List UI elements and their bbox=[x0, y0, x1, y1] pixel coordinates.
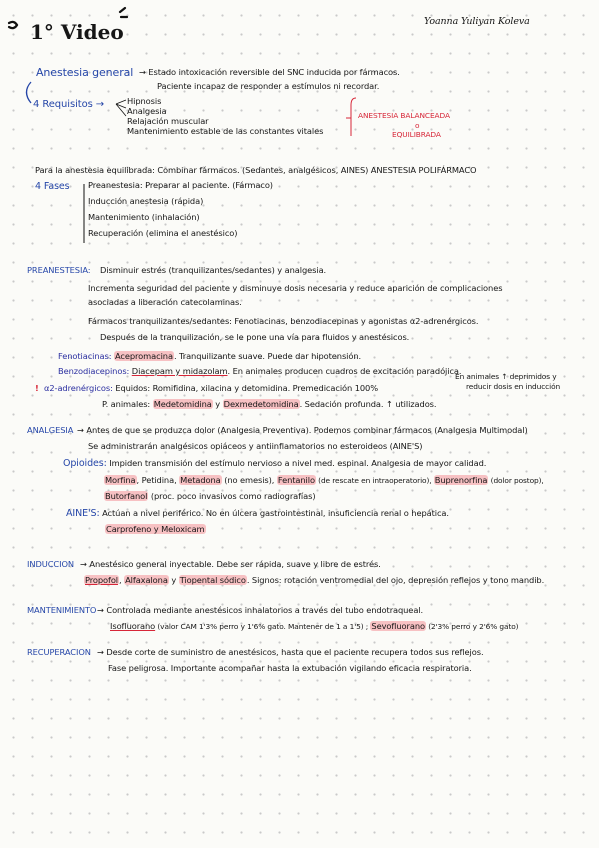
anestesia-def-1: → Estado intoxicación reversible del SNC inducida por fármacos. bbox=[139, 67, 400, 77]
induccion-drugs-line: Propofol, Alfaxalona y Tiopental sódico. Signos: rotación ventromedial del ojo, depresión reflejos y tono mandib. bbox=[85, 575, 545, 585]
tiopental-sodico: Tiopental sódico bbox=[179, 575, 246, 585]
mantenimiento-drugs-line bbox=[110, 621, 518, 632]
analgesia-line: → Antes de que se produzca dolor (Analgesia Preventiva). Podemos combinar fármacos (Analgesia Multimodal) bbox=[77, 425, 528, 435]
fenotiacinas-label: Fenotiacinas: bbox=[58, 351, 112, 361]
opioides-list bbox=[104, 475, 544, 486]
requisito-item: Mantenimiento estable de las constantes vitales bbox=[127, 126, 324, 136]
analgesia-heading: ANALGESIA bbox=[27, 425, 74, 435]
butorfanol-line bbox=[104, 491, 316, 502]
anestesia-balanceada-label: ANESTESIA BALANCEADA bbox=[358, 111, 450, 120]
pequenos-animales-line bbox=[102, 399, 436, 410]
fase-item: Inducción anestesia (rápida) bbox=[88, 196, 204, 206]
requisitos-label: 4 Requisitos → bbox=[33, 99, 105, 110]
isofluorano-text: (valor CAM 1'3% perro y 1'6% gato. Mantener de 1 a 1'5) ; bbox=[155, 622, 371, 631]
benzodiacepinas-label: Benzodiacepinos: bbox=[58, 366, 130, 376]
benzo-note: En animales ↑ deprimidos y bbox=[455, 372, 557, 381]
anestesia-heading: Anestesia general bbox=[36, 66, 134, 79]
aines-label: AINE'S: bbox=[66, 508, 100, 519]
page-title: 1° Video bbox=[30, 20, 124, 44]
alfa2-text: Equidos: Romifidina, xilacina y detomidina. Premedicación 100% bbox=[115, 383, 379, 393]
recuperacion-heading: RECUPERACION bbox=[27, 647, 91, 657]
requisito-item: Hipnosis bbox=[127, 96, 162, 106]
anestesia-or-label: o bbox=[415, 121, 420, 130]
mantenimiento-line: → Controlada mediante anestésicos inhalatorios a través del tubo endotraqueal. bbox=[97, 605, 424, 615]
preanestesia-line: Fármacos tranquilizantes/sedantes: Fenotiacinas, benzodiacepinas y agonistas α2-adrenérgicos. bbox=[88, 316, 479, 326]
fenotiacinas-line bbox=[58, 351, 361, 362]
recuperacion-line: Fase peligrosa. Importante acompañar hasta la extubación vigilando eficacia respiratoria. bbox=[108, 663, 472, 673]
opioides-note: (dolor postop), bbox=[488, 476, 544, 485]
aines-drugs bbox=[105, 524, 206, 535]
preanestesia-line: asociadas a liberación catecolaminas. bbox=[88, 297, 242, 307]
anestesia-equilibrada-label: EQUILIBRADA bbox=[392, 130, 441, 139]
morfina: Morfina bbox=[105, 475, 136, 485]
diacepam-midazolam: Diacepam y midazolam bbox=[131, 366, 228, 376]
opioides-note: (de rescate en intraoperatorio), bbox=[315, 476, 434, 485]
alfa2-label: α2-adrenérgicos: bbox=[44, 383, 113, 393]
preanestesia-line: Incrementa seguridad del paciente y disminuye dosis necesaria y reduce aparición de complicaciones bbox=[88, 283, 503, 293]
opioides-label: Opioides: bbox=[63, 458, 107, 469]
aines-text: Actúan a nivel periférico. No en úlcera gastrointestinal, insuficiencia renal o hepática. bbox=[102, 508, 449, 518]
and-text: y bbox=[212, 399, 223, 409]
analgesia-line: Se administrarán analgésicos opiáceos y antiinflamatorios no esteroideos (AINE'S) bbox=[88, 441, 423, 451]
equilibrada-line: Para la anestesia equilibrada: Combinar fármacos. (Sedantes, analgésicos, AINES) ANESTESIA POLIFÁRMACO bbox=[35, 165, 477, 175]
alfaxalona: Alfaxalona bbox=[125, 575, 168, 585]
benzo-note: reducir dosis en inducción bbox=[466, 382, 561, 391]
requisito-item: Relajación muscular bbox=[127, 116, 209, 126]
induccion-line: → Anestésico general inyectable. Debe ser rápida, suave y libre de estrés. bbox=[80, 559, 381, 569]
petidina-text: , Petidina, bbox=[136, 475, 180, 485]
benzodiacepinas-text: . En animales producen cuadros de excitación paradójica. bbox=[227, 366, 462, 376]
benzodiacepinas-line bbox=[58, 366, 461, 377]
preanestesia-line: Después de la tranquilización, se le pone una vía para fluidos y anestésicos. bbox=[100, 332, 410, 342]
metadona: Metadona bbox=[180, 475, 221, 485]
requisitos-curve bbox=[27, 82, 32, 103]
isofluorano: Isofluorano bbox=[110, 621, 156, 631]
requisitos-brace bbox=[346, 98, 356, 136]
induccion-heading: INDUCCION bbox=[27, 559, 74, 569]
opioides-text: Impiden transmisión del estímulo nervioso a nivel med. espinal. Analgesia de mayor calidad. bbox=[109, 458, 487, 468]
mantenimiento-heading: MANTENIMIENTO bbox=[27, 605, 97, 615]
induccion-signos: . Signos: rotación ventromedial del ojo, depresión reflejos y tono mandib. bbox=[246, 575, 545, 585]
fase-item: Mantenimiento (inhalación) bbox=[88, 212, 200, 222]
sevofluorano-text: (2'3% perro y 2'6% gato) bbox=[425, 622, 519, 631]
carprofeno-meloxicam: Carprofeno y Meloxicam bbox=[106, 524, 205, 534]
pequenos-animales-label: P. animales: bbox=[102, 399, 151, 409]
preanestesia-heading: PREANESTESIA: bbox=[27, 265, 91, 275]
fentanilo: Fentanilo bbox=[277, 475, 315, 485]
fenotiacinas-text: . Tranquilizante suave. Puede dar hipotensión. bbox=[173, 351, 362, 361]
alert-icon: ! bbox=[35, 383, 39, 393]
butorfanol-text: (proc. poco invasivos como radiografías) bbox=[148, 491, 316, 501]
buprenorfina: Buprenorfina bbox=[434, 475, 488, 485]
fase-item: Recuperación (elimina el anestésico) bbox=[88, 228, 238, 238]
acepromacina: Acepromacina bbox=[114, 351, 173, 361]
opioides-note: (no emesis), bbox=[221, 475, 277, 485]
fase-item: Preanestesia: Preparar al paciente. (Fármaco) bbox=[88, 180, 273, 190]
dexmedetomidina: Dexmedetomidina bbox=[223, 399, 299, 409]
author-name: Yoanna Yuliyan Koleva bbox=[424, 16, 530, 27]
recuperacion-line: → Desde corte de suministro de anestésicos, hasta que el paciente recupera todos sus reflejos. bbox=[97, 647, 484, 657]
pequenos-animales-text: . Sedación profunda. ↑ utilizados. bbox=[299, 399, 437, 409]
sevofluorano: Sevofluorano bbox=[371, 621, 425, 631]
medetomidina: Medetomidina bbox=[153, 399, 212, 409]
alfa2-line bbox=[44, 383, 378, 394]
requisitos-fan bbox=[116, 100, 126, 116]
requisito-item: Analgesia bbox=[127, 106, 167, 116]
preanestesia-line: Disminuir estrés (tranquilizantes/sedantes) y analgesia. bbox=[100, 265, 327, 275]
propofol: Propofol bbox=[85, 575, 119, 585]
opioides-line bbox=[63, 458, 486, 469]
butorfanol: Butorfanol bbox=[105, 491, 148, 501]
anestesia-def-2: Paciente incapaz de responder a estímulos ni recordar. bbox=[157, 81, 380, 91]
aines-line bbox=[66, 508, 449, 519]
fases-label: 4 Fases bbox=[35, 181, 70, 192]
